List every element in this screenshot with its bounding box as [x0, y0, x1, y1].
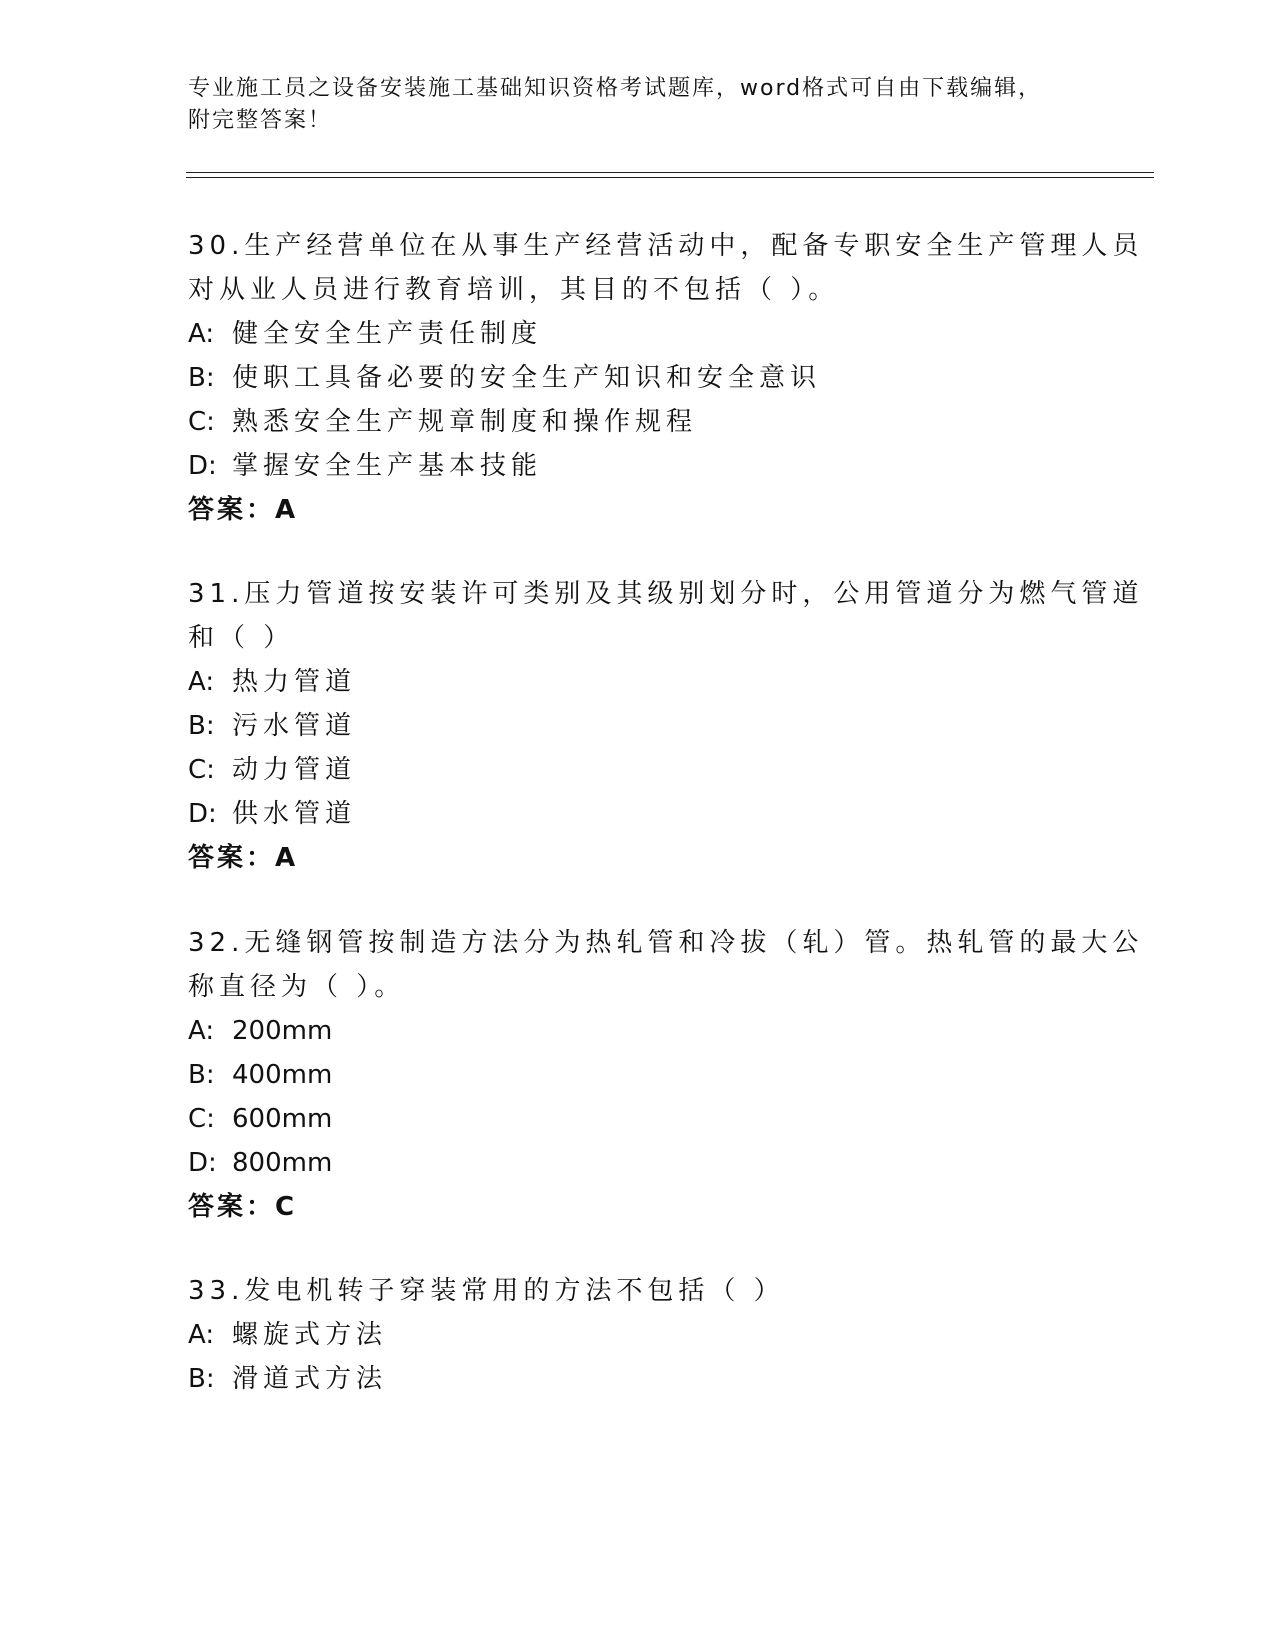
option-b: [188, 709, 356, 743]
option-key: D:: [188, 451, 217, 481]
header-text-line-1: 专业施工员之设备安装施工基础知识资格考试题库，word格式可自由下载编辑，: [188, 76, 1043, 101]
option-text: 400mm: [232, 1060, 333, 1090]
header-text-line-2: 附完整答案！: [188, 108, 333, 133]
option-key: D:: [188, 1148, 217, 1178]
question-text-line: 称直径为（ ）。: [188, 972, 406, 1002]
option-text: 热力管道: [232, 667, 357, 697]
option-text: 熟悉安全生产规章制度和操作规程: [232, 407, 698, 437]
option-key: A:: [188, 1320, 215, 1350]
option-key: C:: [188, 1104, 215, 1134]
option-text: 800mm: [232, 1148, 333, 1178]
option-text: 使职工具备必要的安全生产知识和安全意识: [232, 363, 822, 393]
option-text: 滑道式方法: [232, 1364, 388, 1394]
option-text: 供水管道: [232, 799, 357, 829]
answer-label: 答案：: [188, 843, 276, 873]
option-a: [188, 665, 356, 699]
option-key: B:: [188, 363, 215, 393]
answer-value: C: [275, 1192, 295, 1222]
option-b: [188, 361, 821, 395]
option-b: [188, 1058, 332, 1092]
answer-label: 答案：: [188, 1192, 276, 1222]
option-d: [188, 449, 542, 483]
option-c: [188, 753, 356, 787]
answer-label: 答案：: [188, 495, 276, 525]
question-text-line: 31.压力管道按安装许可类别及其级别划分时，公用管道分为燃气管道: [188, 579, 1144, 609]
answer-line: [188, 493, 295, 527]
option-a: [188, 317, 542, 351]
option-a: [188, 1014, 332, 1048]
option-text: 200mm: [232, 1016, 333, 1046]
option-a: [188, 1318, 387, 1352]
option-key: B:: [188, 711, 215, 741]
answer-value: A: [275, 495, 296, 525]
option-c: [188, 1102, 332, 1136]
question-text-line: 33.发电机转子穿装常用的方法不包括（ ）: [188, 1276, 785, 1306]
option-key: C:: [188, 407, 215, 437]
option-key: A:: [188, 1016, 215, 1046]
option-d: [188, 1146, 332, 1180]
answer-line: [188, 1190, 294, 1224]
option-d: [188, 797, 356, 831]
option-key: B:: [188, 1060, 215, 1090]
header-divider-bottom: [186, 177, 1154, 178]
option-c: [188, 405, 697, 439]
option-key: C:: [188, 755, 215, 785]
option-text: 600mm: [232, 1104, 333, 1134]
header-divider-top: [186, 172, 1154, 173]
answer-line: [188, 841, 295, 875]
option-key: A:: [188, 667, 215, 697]
answer-value: A: [275, 843, 296, 873]
question-text-line: 对从业人员进行教育培训，其目的不包括（ ）。: [188, 275, 840, 305]
question-text-line: 30.生产经营单位在从事生产经营活动中，配备专职安全生产管理人员: [188, 231, 1144, 261]
option-b: [188, 1362, 387, 1396]
option-text: 掌握安全生产基本技能: [232, 451, 543, 481]
option-key: D:: [188, 799, 217, 829]
question-text-line: 和（ ）: [188, 623, 295, 653]
question-text-line: 32.无缝钢管按制造方法分为热轧管和冷拔（轧）管。热轧管的最大公: [188, 928, 1144, 958]
option-text: 螺旋式方法: [232, 1320, 388, 1350]
option-key: B:: [188, 1364, 215, 1394]
option-text: 污水管道: [232, 711, 357, 741]
option-text: 动力管道: [232, 755, 357, 785]
option-text: 健全安全生产责任制度: [232, 319, 543, 349]
option-key: A:: [188, 319, 215, 349]
